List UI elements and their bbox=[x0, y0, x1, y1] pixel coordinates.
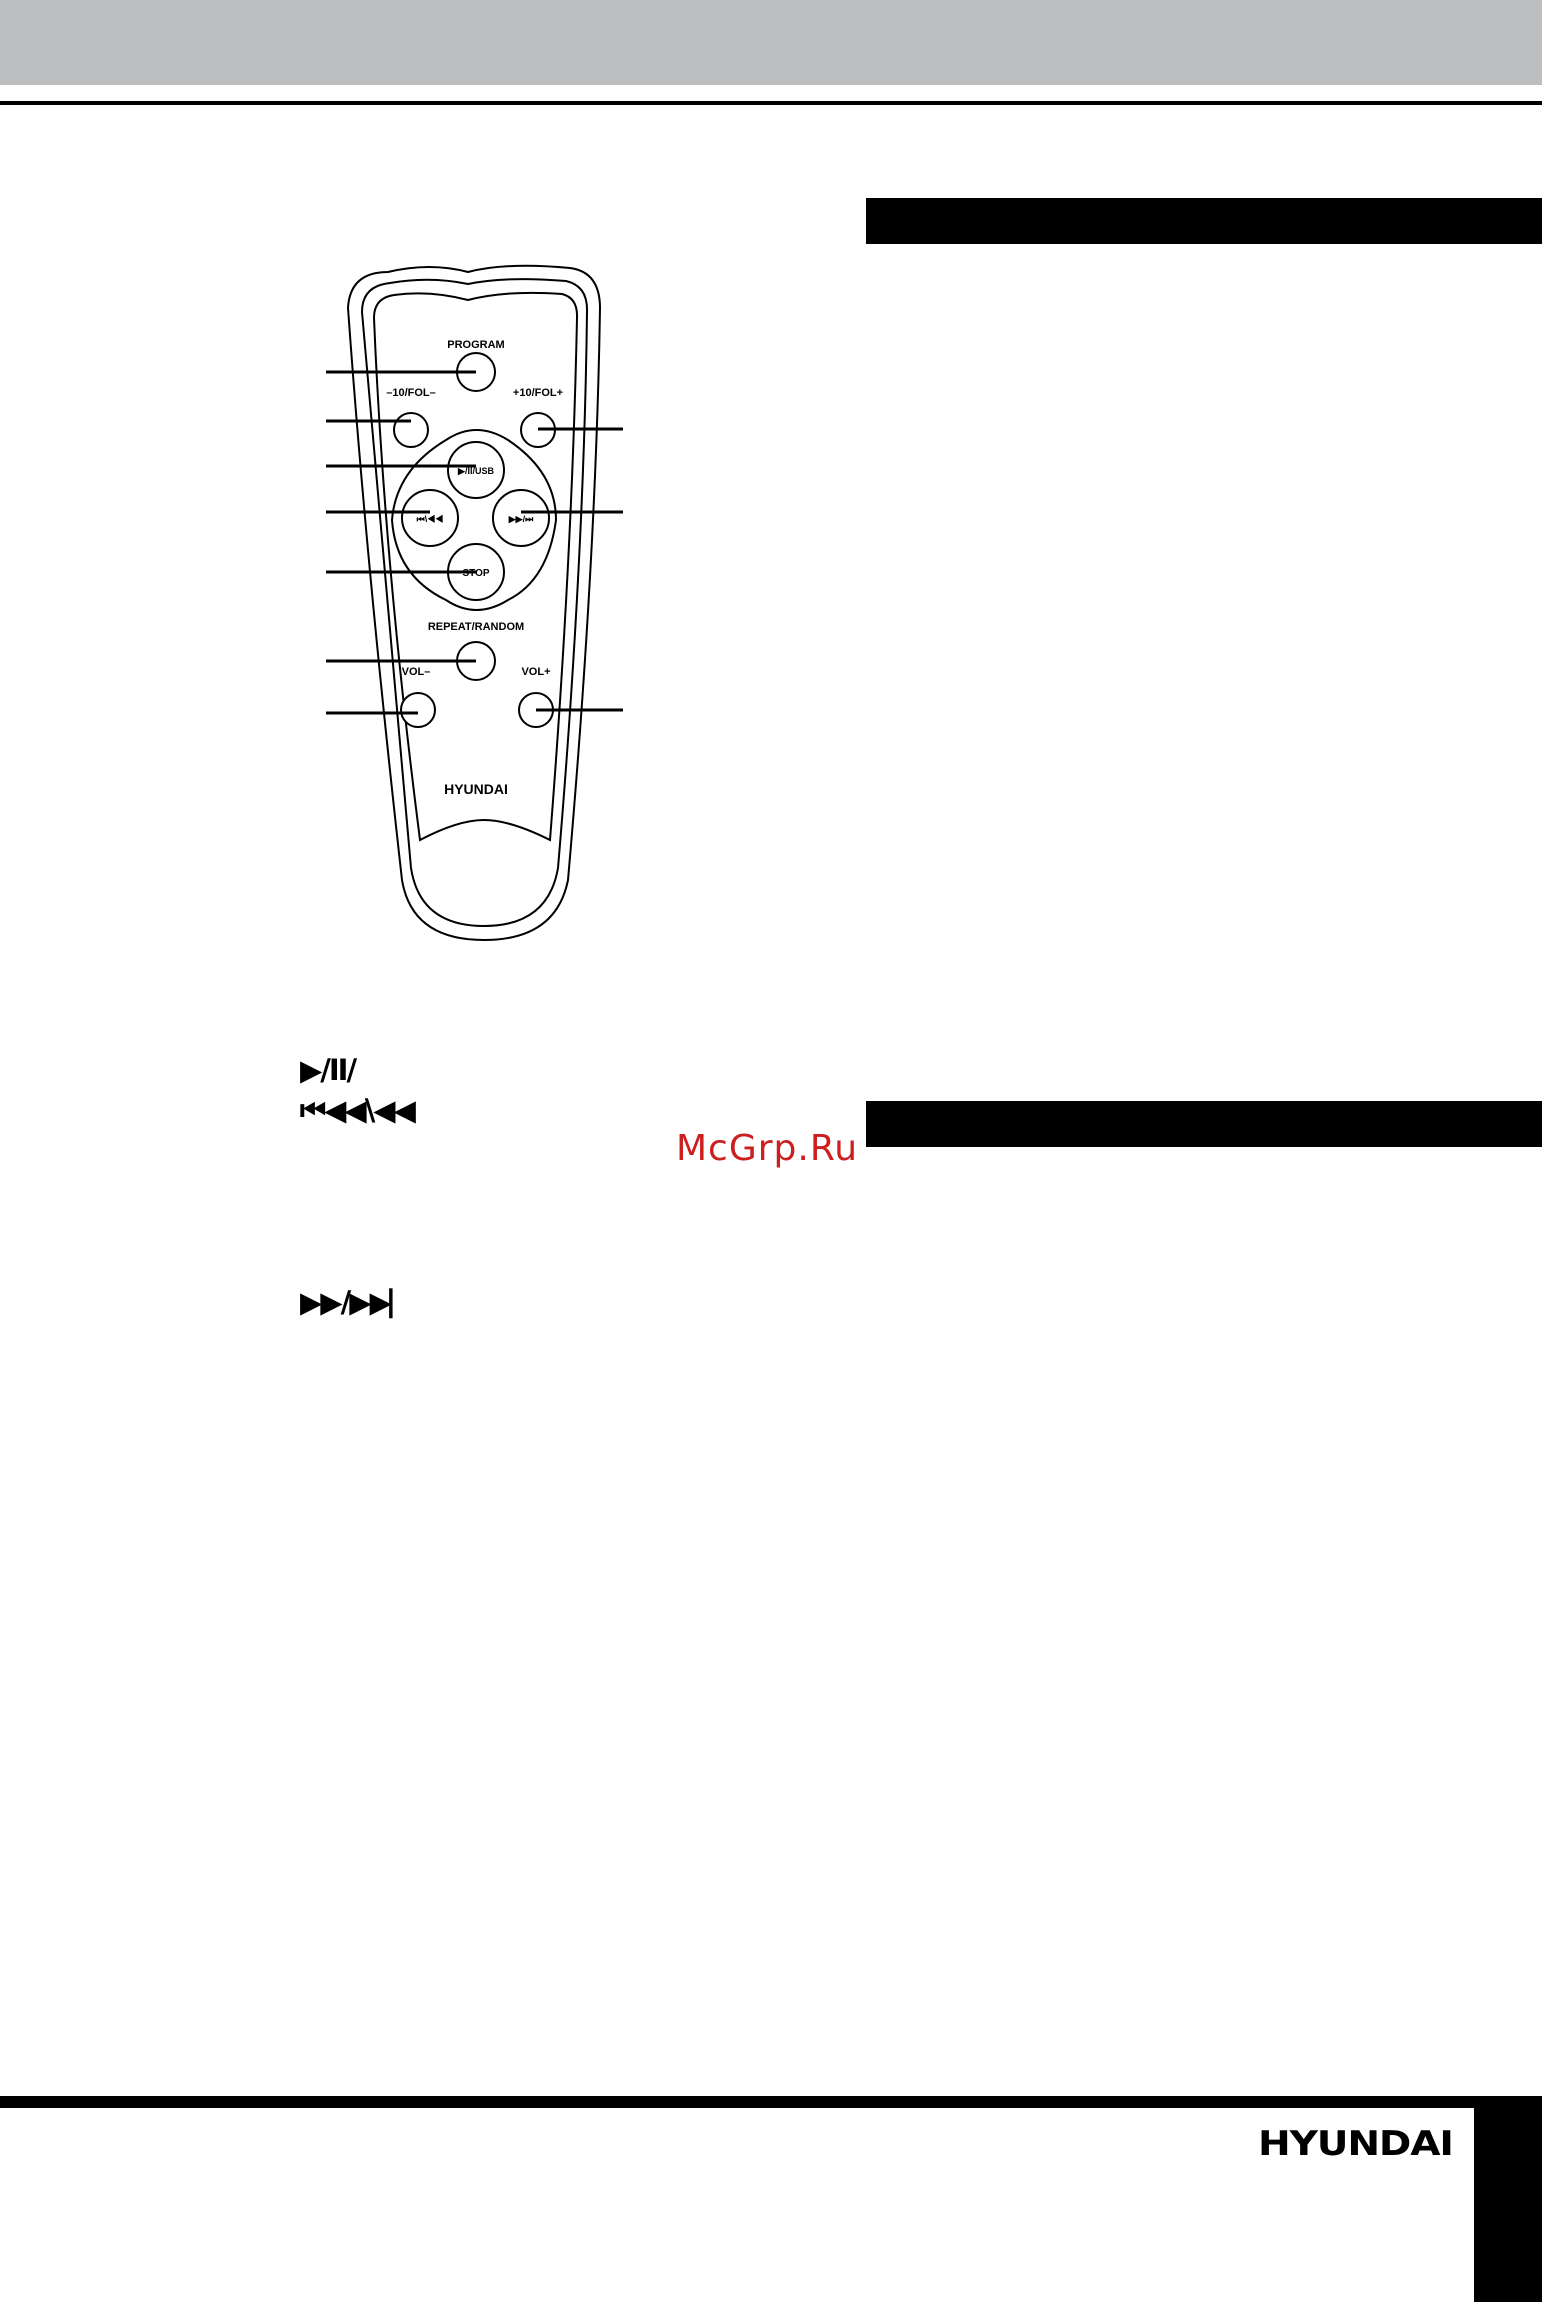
previous-rewind-symbol: ⏮◀◀\◀◀ bbox=[300, 1093, 414, 1127]
watermark-text: McGrp.Ru bbox=[676, 1128, 859, 1169]
vol-plus-label: VOL+ bbox=[521, 666, 551, 678]
minus10-folder-label: –10/FOL– bbox=[386, 387, 436, 399]
page-edge-tab bbox=[1474, 2096, 1542, 2302]
program-label: PROGRAM bbox=[447, 339, 505, 351]
footer-brand-logo: HYUNDAI bbox=[1258, 2124, 1453, 2164]
play-pause-usb-label: ▶/II/USB bbox=[458, 466, 494, 476]
next-label: ▶▶/⏭ bbox=[508, 514, 534, 524]
vol-minus-label: VOL– bbox=[401, 666, 431, 678]
minus10-folder-button[interactable] bbox=[394, 413, 428, 447]
header-rule bbox=[0, 101, 1542, 105]
header-band bbox=[0, 0, 1542, 85]
plus10-folder-label: +10/FOL+ bbox=[512, 387, 564, 399]
remote-brand-logo: HYUNDAI bbox=[444, 781, 508, 797]
section-bar-top bbox=[866, 198, 1542, 244]
forward-next-symbol: ▶▶/▶▶⎸ bbox=[300, 1285, 417, 1319]
vol-minus-button[interactable] bbox=[401, 693, 435, 727]
remote-control-diagram bbox=[310, 255, 660, 955]
footer-rule bbox=[0, 2096, 1542, 2108]
play-pause-symbol: ▶/II/ bbox=[300, 1053, 356, 1087]
previous-label: ⏮\◀◀ bbox=[416, 514, 444, 524]
section-bar-middle bbox=[866, 1101, 1542, 1147]
stop-label: STOP bbox=[462, 568, 490, 579]
repeat-random-label: REPEAT/RANDOM bbox=[427, 621, 525, 633]
